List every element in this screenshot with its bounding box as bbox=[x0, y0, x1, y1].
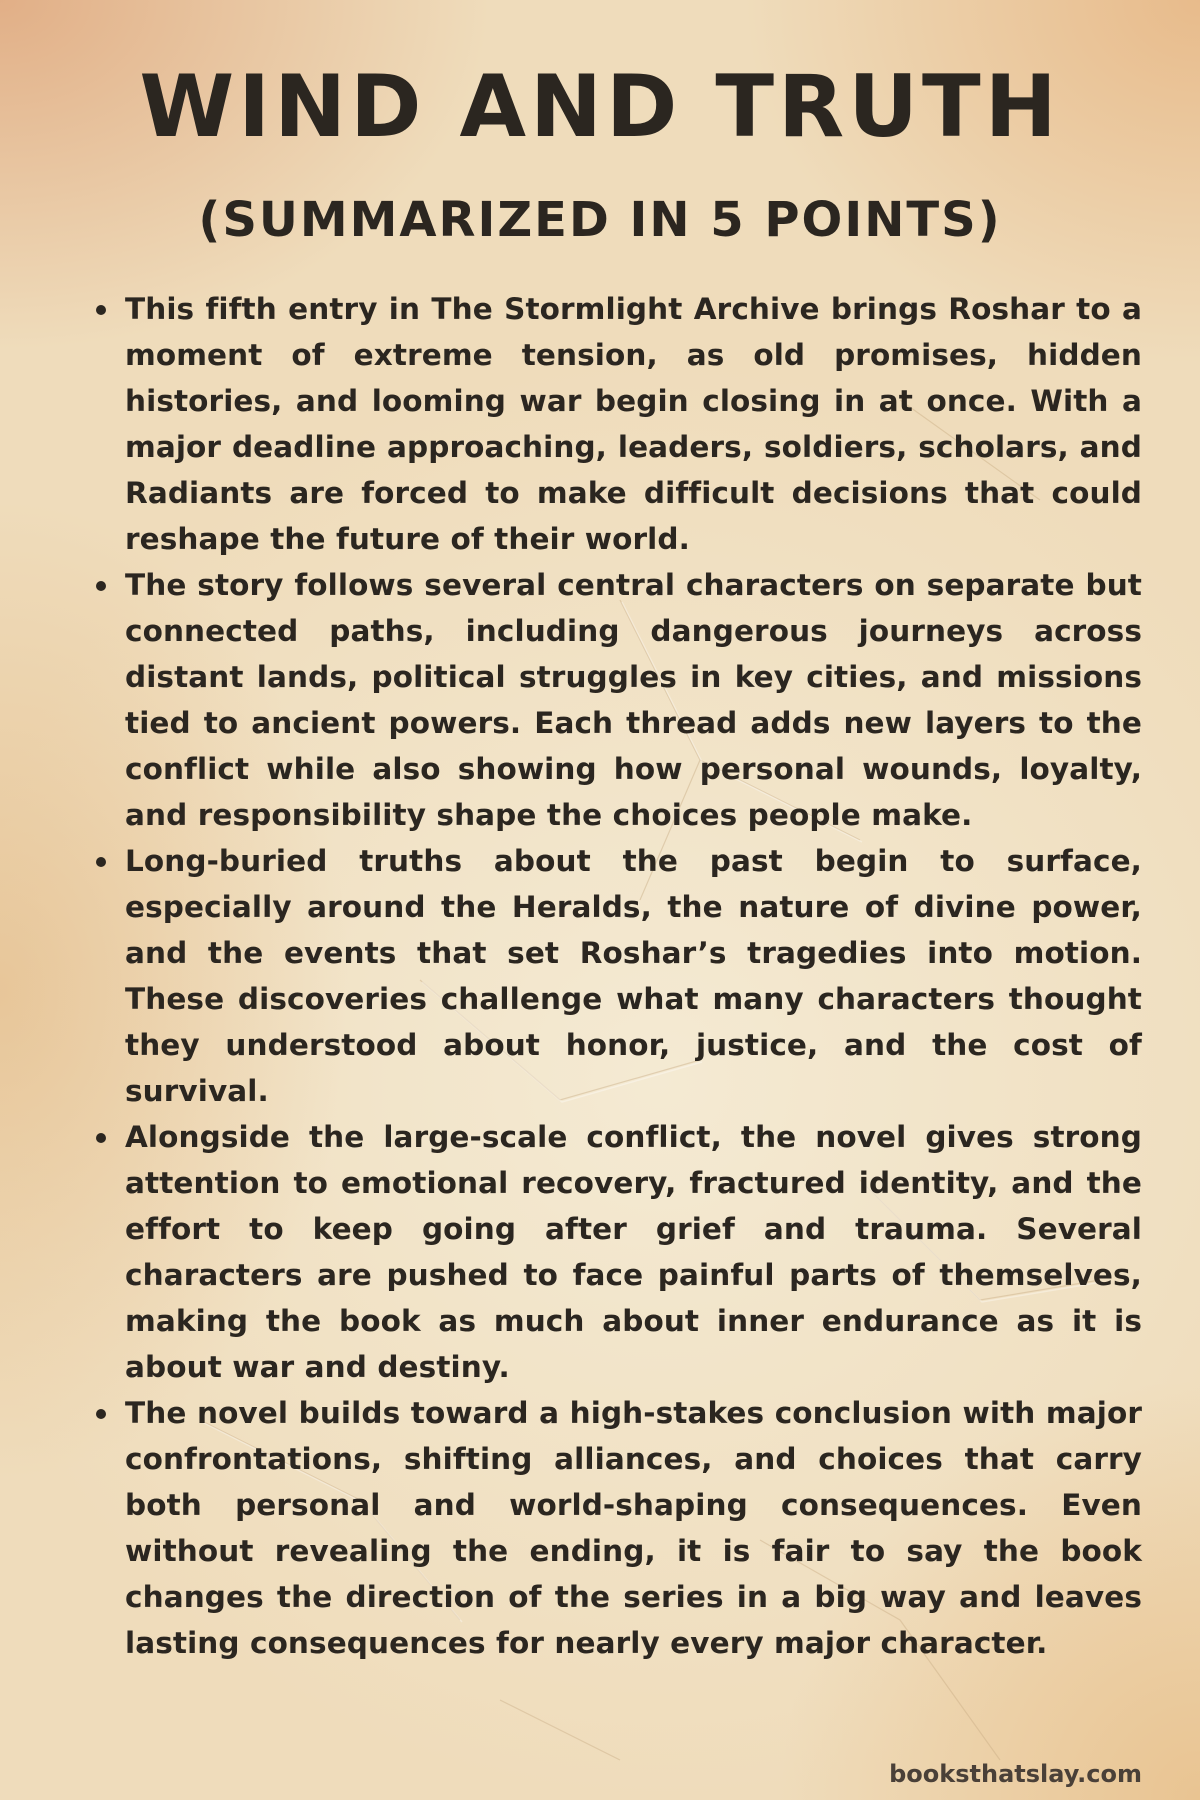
summary-point-text: This fifth entry in The Stormlight Archive brings Roshar to a moment of extreme tension, as old promises, hidden histories, and looming war begin closing in at once. With a major deadline approaching, leaders, soldiers, scholars, and Radiants are forced to make difficult decisions that could reshape the future of their world. bbox=[125, 292, 1142, 556]
summary-point-2 bbox=[90, 562, 1142, 838]
bullet-icon bbox=[96, 305, 106, 315]
summary-point-text: Alongside the large-scale conflict, the novel gives strong attention to emotional recovery, fractured identity, and the effort to keep going after grief and trauma. Several characters are pushed to face painful parts of themselves, making the book as much about inner endurance as it is about war and destiny. bbox=[125, 1120, 1142, 1384]
bullet-icon bbox=[96, 1133, 106, 1143]
bullet-icon bbox=[96, 1409, 106, 1419]
summary-list bbox=[90, 286, 1142, 1666]
page-title: WIND AND TRUTH bbox=[139, 57, 1061, 157]
summary-point-text: Long-buried truths about the past begin to surface, especially around the Heralds, the nature of divine power, and the events that set Roshar’s tragedies into motion. These discoveries challenge what many characters thought they understood about honor, justice, and the cost of survival. bbox=[125, 844, 1142, 1108]
summary-point-text: The novel builds toward a high-stakes conclusion with major confrontations, shifting alliances, and choices that carry both personal and world-shaping consequences. Even without revealing the ending, it is fair to say the book changes the direction of the series in a big way and leaves lasting consequences for nearly every major character. bbox=[125, 1396, 1142, 1660]
bullet-icon bbox=[96, 581, 106, 591]
page-subtitle: (SUMMARIZED IN 5 POINTS) bbox=[198, 192, 1002, 248]
summary-point-5 bbox=[90, 1390, 1142, 1666]
summary-point-1 bbox=[90, 286, 1142, 562]
site-credit: booksthatslay.com bbox=[889, 1760, 1142, 1788]
summary-point-text: The story follows several central characters on separate but connected paths, including dangerous journeys across distant lands, political struggles in key cities, and missions tied to ancient powers. Each thread adds new layers to the conflict while also showing how personal wounds, loyalty, and responsibility shape the choices people make. bbox=[125, 568, 1142, 832]
summary-point-3 bbox=[90, 838, 1142, 1114]
summary-point-4 bbox=[90, 1114, 1142, 1390]
bullet-icon bbox=[96, 857, 106, 867]
